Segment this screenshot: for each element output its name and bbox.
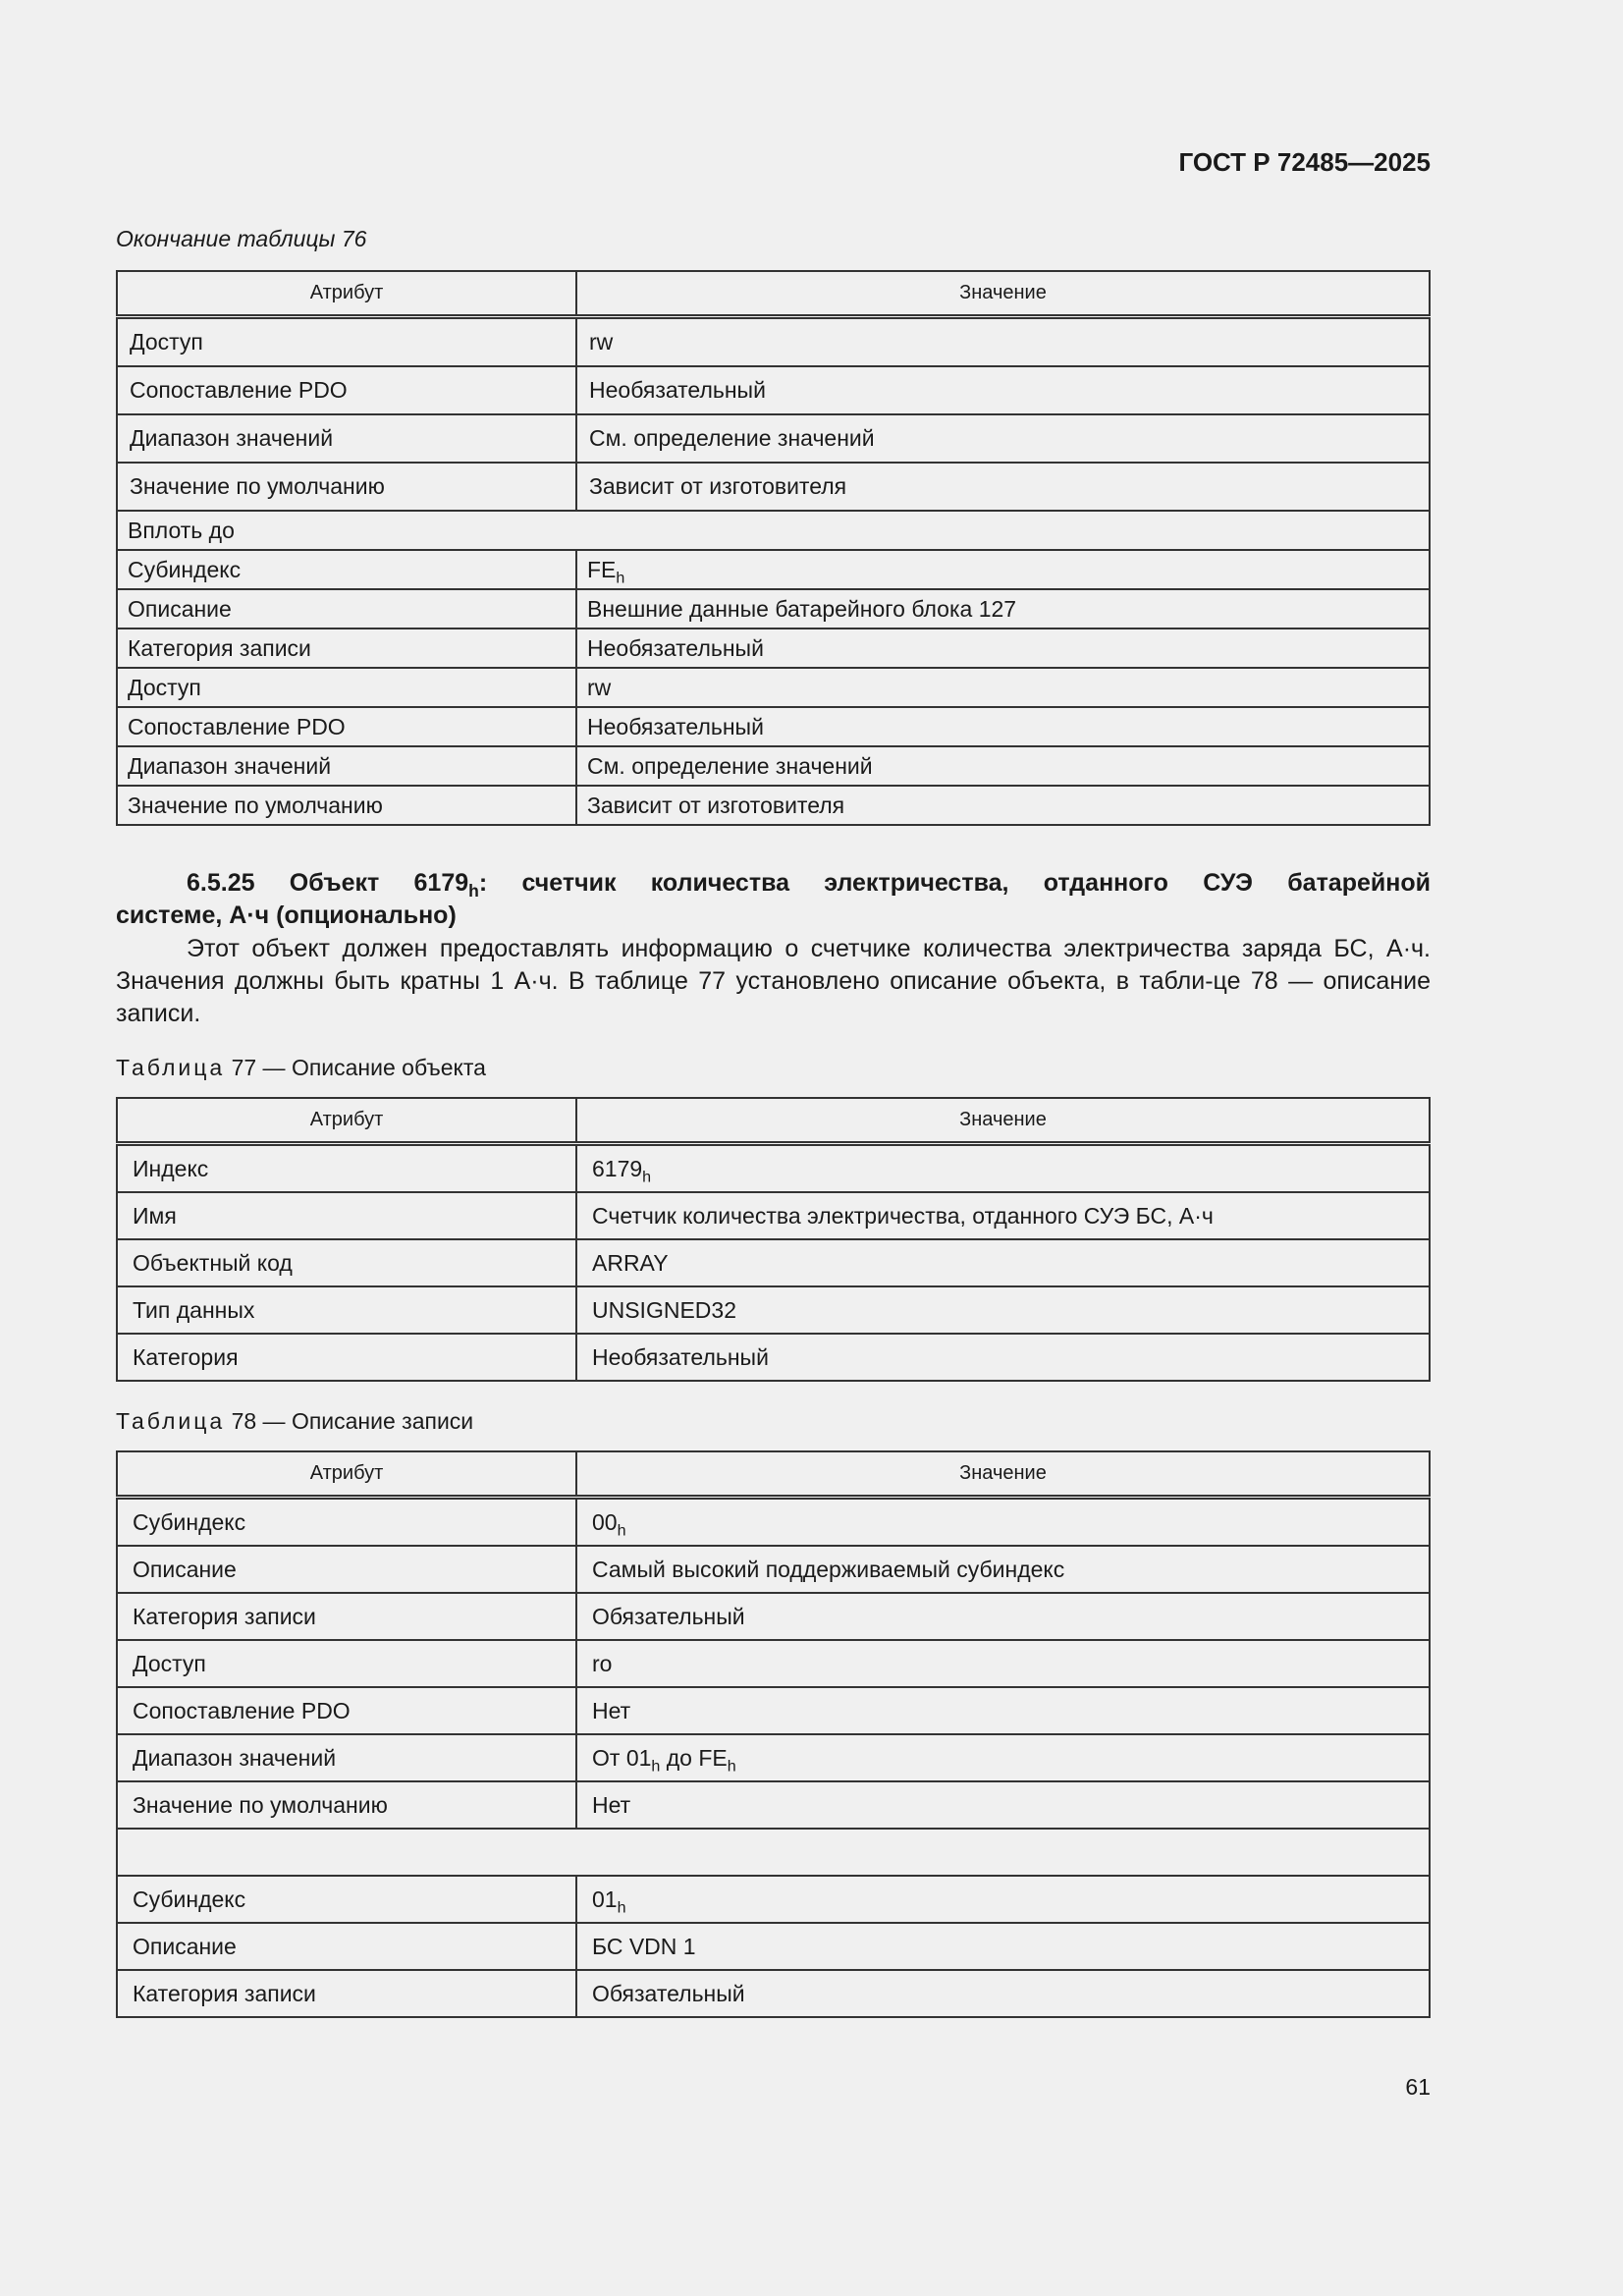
header-attribute: Атрибут (117, 1098, 576, 1144)
table-row (117, 746, 1430, 786)
value-text: rw (589, 329, 614, 355)
header-attribute: Атрибут (117, 271, 576, 317)
attribute-cell: Описание (117, 589, 576, 629)
table-row (117, 1734, 1430, 1781)
value-cell (576, 1239, 1430, 1286)
attribute-cell: Субиндекс (117, 1876, 576, 1923)
value-cell (576, 550, 1430, 589)
value-text: ro (592, 1650, 613, 1676)
value-text: до FE (660, 1744, 728, 1771)
table-row (117, 1876, 1430, 1923)
table-row (117, 1192, 1430, 1239)
subscript: h (616, 569, 625, 587)
table-row (117, 1593, 1430, 1640)
table-76 (116, 270, 1431, 826)
merged-row-cell: Вплоть до (117, 511, 1430, 550)
value-cell (576, 707, 1430, 746)
value-cell (576, 1923, 1430, 1970)
table-77 (116, 1097, 1431, 1382)
value-cell (576, 463, 1430, 511)
attribute-cell: Категория записи (117, 1970, 576, 2017)
value-text: Нет (592, 1697, 631, 1723)
table-row (117, 786, 1430, 825)
value-cell (576, 317, 1430, 367)
attribute-cell: Доступ (117, 1640, 576, 1687)
attribute-cell: Диапазон значений (117, 1734, 576, 1781)
table-row (117, 463, 1430, 511)
value-text: Обязательный (592, 1603, 745, 1629)
attribute-cell: Субиндекс (117, 550, 576, 589)
table-row (117, 1923, 1430, 1970)
value-text: 00 (592, 1508, 618, 1535)
subscript: h (642, 1168, 652, 1186)
value-text: UNSIGNED32 (592, 1296, 736, 1323)
subscript: h (651, 1757, 661, 1776)
table-row (117, 1970, 1430, 2017)
attribute-cell: Категория записи (117, 629, 576, 668)
value-cell (576, 786, 1430, 825)
value-cell (576, 1970, 1430, 2017)
header-value: Значение (576, 271, 1430, 317)
table-row (117, 1687, 1430, 1734)
caption-label: Таблица (116, 1055, 226, 1080)
value-text: ARRAY (592, 1249, 669, 1276)
table-row (117, 668, 1430, 707)
value-text: От 01 (592, 1744, 652, 1771)
value-text: 01 (592, 1886, 618, 1912)
subscript: h (468, 881, 479, 902)
value-text: Необязательный (592, 1343, 769, 1370)
value-text: 6179 (592, 1155, 643, 1181)
value-text: Счетчик количества электричества, отданного СУЭ БС, А·ч (592, 1202, 1214, 1229)
attribute-cell: Диапазон значений (117, 414, 576, 463)
value-cell (576, 1334, 1430, 1381)
value-cell (576, 629, 1430, 668)
attribute-cell: Значение по умолчанию (117, 1781, 576, 1829)
subscript: h (617, 1898, 626, 1917)
table-row (117, 1829, 1430, 1876)
table-78 (116, 1450, 1431, 2018)
attribute-cell: Значение по умолчанию (117, 786, 576, 825)
value-text: Нет (592, 1791, 631, 1818)
table-row (117, 589, 1430, 629)
table-row (117, 1546, 1430, 1593)
table-header-row (117, 1451, 1430, 1498)
table-row (117, 366, 1430, 414)
body-paragraph: Этот объект должен предоставлять информацию о счетчике количества электричества заряда БС, А·ч. Значения должны быть кратны 1 А·ч. В таблице 77 установлено описание объекта, в табли-це 78 — описание записи. (116, 935, 1431, 1027)
table-row (117, 1498, 1430, 1547)
value-cell (576, 1286, 1430, 1334)
section-heading-title-part: : счетчик количества электричества, отданного СУЭ батарейной (478, 869, 1431, 897)
value-text: Необязательный (587, 634, 764, 661)
attribute-cell: Индекс (117, 1144, 576, 1193)
caption-label: Таблица (116, 1408, 226, 1434)
attribute-cell: Описание (117, 1546, 576, 1593)
value-cell (576, 1192, 1430, 1239)
attribute-cell: Диапазон значений (117, 746, 576, 786)
attribute-cell: Доступ (117, 668, 576, 707)
table-row (117, 707, 1430, 746)
value-text: См. определение значений (587, 752, 873, 779)
table-76-caption: Окончание таблицы 76 (116, 226, 367, 251)
value-text: Внешние данные батарейного блока 127 (587, 595, 1017, 622)
table-row (117, 1239, 1430, 1286)
value-cell (576, 1593, 1430, 1640)
value-text: Зависит от изготовителя (589, 473, 847, 499)
table-row (117, 317, 1430, 367)
table-row (117, 1781, 1430, 1829)
table-row (117, 1286, 1430, 1334)
section-heading-title-line2: системе, А·ч (опционально) (116, 902, 457, 929)
attribute-cell: Сопоставление PDO (117, 707, 576, 746)
merged-row-cell (117, 1829, 1430, 1876)
table-row (117, 1144, 1430, 1193)
value-text: Обязательный (592, 1980, 745, 2006)
header-value: Значение (576, 1098, 1430, 1144)
section-heading (116, 867, 1431, 932)
table-header-row (117, 1098, 1430, 1144)
value-cell (576, 1781, 1430, 1829)
attribute-cell: Тип данных (117, 1286, 576, 1334)
value-cell (576, 1546, 1430, 1593)
attribute-cell: Субиндекс (117, 1498, 576, 1547)
value-text: См. определение значений (589, 425, 875, 451)
attribute-cell: Категория записи (117, 1593, 576, 1640)
value-cell (576, 1687, 1430, 1734)
attribute-cell: Сопоставление PDO (117, 366, 576, 414)
attribute-cell: Объектный код (117, 1239, 576, 1286)
attribute-cell: Сопоставление PDO (117, 1687, 576, 1734)
document-header: ГОСТ Р 72485—2025 (1178, 147, 1431, 177)
table-row (117, 1334, 1430, 1381)
value-cell (576, 1498, 1430, 1547)
caption-text: 78 — Описание записи (231, 1408, 474, 1434)
attribute-cell: Имя (117, 1192, 576, 1239)
section-heading-number: 6.5.25 Объект 6179 (187, 869, 469, 897)
subscript: h (727, 1757, 736, 1776)
value-text: Зависит от изготовителя (587, 792, 845, 818)
value-cell (576, 414, 1430, 463)
table-row (117, 414, 1430, 463)
header-attribute: Атрибут (117, 1451, 576, 1498)
table-row (117, 511, 1430, 550)
table-row (117, 1640, 1430, 1687)
table-78-caption (116, 1408, 473, 1435)
attribute-cell: Описание (117, 1923, 576, 1970)
value-text: FE (587, 556, 617, 582)
value-text: Необязательный (587, 713, 764, 739)
attribute-cell: Доступ (117, 317, 576, 367)
value-text: Необязательный (589, 377, 766, 403)
page-number: 61 (1405, 2074, 1431, 2100)
value-text: Самый высокий поддерживаемый субиндекс (592, 1556, 1065, 1582)
attribute-cell: Категория (117, 1334, 576, 1381)
header-value: Значение (576, 1451, 1430, 1498)
attribute-cell: Значение по умолчанию (117, 463, 576, 511)
table-77-caption (116, 1055, 486, 1081)
table-row (117, 629, 1430, 668)
value-cell (576, 1876, 1430, 1923)
table-header-row (117, 271, 1430, 317)
value-cell (576, 1144, 1430, 1193)
subscript: h (617, 1521, 626, 1540)
value-cell (576, 746, 1430, 786)
value-cell (576, 589, 1430, 629)
value-cell (576, 668, 1430, 707)
value-cell (576, 1734, 1430, 1781)
value-cell (576, 1640, 1430, 1687)
caption-text: 77 — Описание объекта (231, 1055, 486, 1080)
value-text: БС VDN 1 (592, 1933, 696, 1959)
value-cell (576, 366, 1430, 414)
value-text: rw (587, 674, 612, 700)
table-row (117, 550, 1430, 589)
